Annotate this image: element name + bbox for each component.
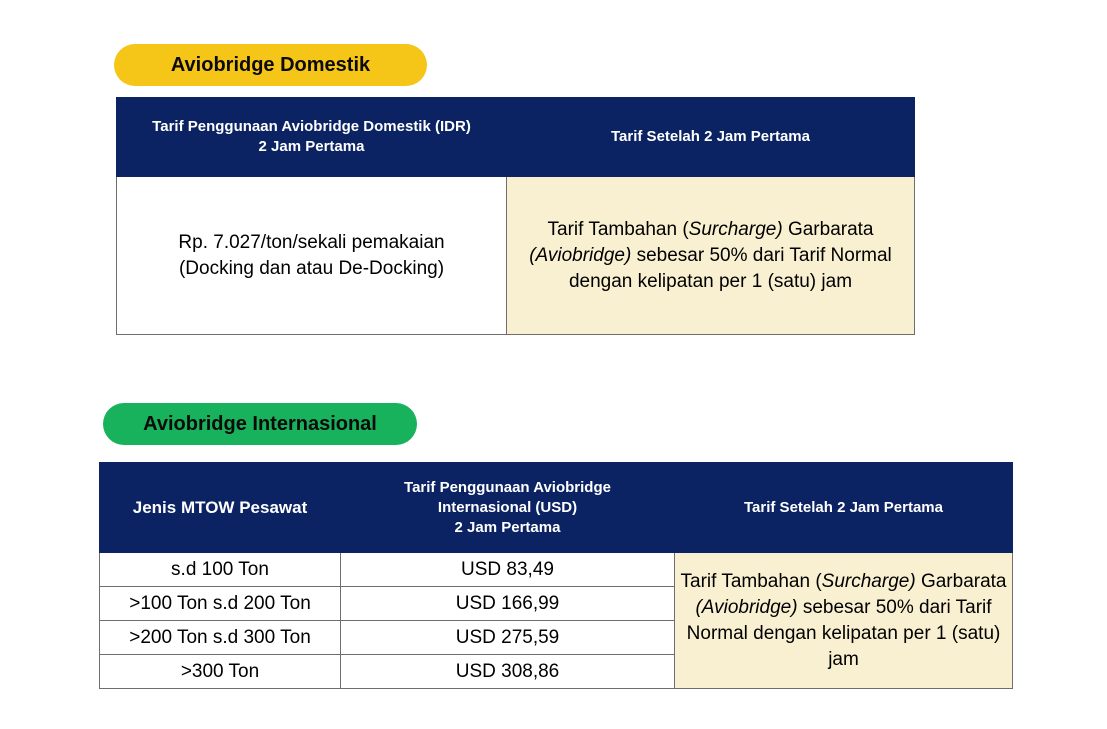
mtow-cell: >200 Ton s.d 300 Ton (100, 621, 341, 655)
domestic-surcharge-cell (507, 177, 915, 335)
international-header-mtow: Jenis MTOW Pesawat (100, 463, 341, 553)
international-tariff-table (99, 462, 1013, 689)
domestic-header-rate-line2: 2 Jam Pertama (258, 138, 365, 155)
surcharge-text: Garbarata (915, 570, 1007, 592)
international-header-after: Tarif Setelah 2 Jam Pertama (675, 463, 1013, 553)
international-header-rate (341, 463, 675, 553)
international-header-row (100, 463, 1013, 553)
domestic-rate-line1: Rp. 7.027/ton/sekali pemakaian (178, 231, 445, 253)
domestic-rate-cell (117, 177, 507, 335)
domestic-section-title: Aviobridge Domestik (114, 44, 427, 86)
rate-cell: USD 275,59 (341, 621, 675, 655)
international-surcharge-cell (675, 553, 1013, 689)
rate-cell: USD 166,99 (341, 587, 675, 621)
mtow-cell: >100 Ton s.d 200 Ton (100, 587, 341, 621)
domestic-header-after: Tarif Setelah 2 Jam Pertama (507, 98, 915, 177)
international-section-title: Aviobridge Internasional (103, 403, 417, 445)
aviobridge-term: (Aviobridge) (695, 596, 798, 618)
rate-cell: USD 308,86 (341, 655, 675, 689)
domestic-header-row (117, 98, 915, 177)
surcharge-term: Surcharge) (688, 218, 783, 240)
international-header-rate-line2: Internasional (USD) (437, 498, 578, 516)
surcharge-term: Surcharge) (821, 570, 916, 592)
international-header-rate-line3: 2 Jam Pertama (454, 518, 561, 536)
aviobridge-term: (Aviobridge) (529, 244, 632, 266)
mtow-cell: s.d 100 Ton (100, 553, 341, 587)
table-row (100, 553, 1013, 587)
surcharge-text: Tarif Tambahan ( (680, 570, 822, 592)
domestic-rate-line2: (Docking dan atau De-Docking) (178, 257, 445, 279)
surcharge-text: sebesar 50% dari Tarif Normal dengan kelipatan per 1 (satu) jam (568, 244, 892, 292)
domestic-header-rate-line1: Tarif Penggunaan Aviobridge Domestik (IDR) (152, 118, 471, 135)
domestic-data-row (117, 177, 915, 335)
domestic-header-rate (117, 98, 507, 177)
surcharge-text: Garbarata (782, 218, 874, 240)
surcharge-text: sebesar 50% dari Tarif Normal dengan kelipatan per 1 (satu) jam (686, 596, 1001, 670)
domestic-tariff-table (116, 97, 915, 335)
mtow-cell: >300 Ton (100, 655, 341, 689)
surcharge-text: Tarif Tambahan ( (547, 218, 689, 240)
international-header-rate-line1: Tarif Penggunaan Aviobridge (404, 478, 611, 496)
rate-cell: USD 83,49 (341, 553, 675, 587)
